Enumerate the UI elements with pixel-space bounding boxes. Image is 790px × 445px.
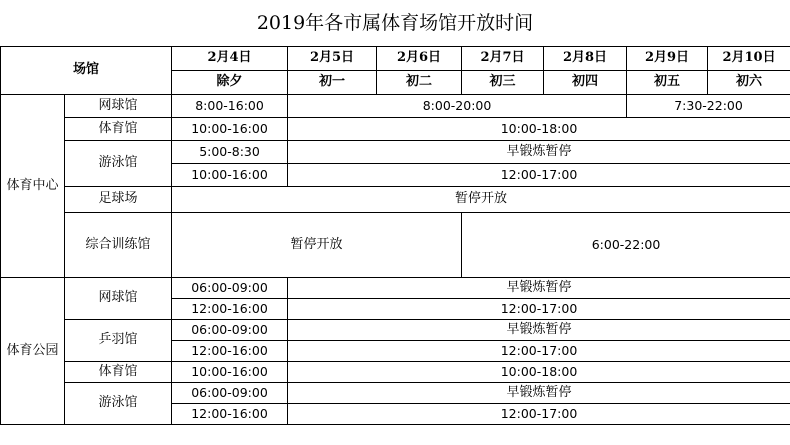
hours-cell: 12:00-16:00	[172, 341, 288, 362]
venue-name: 体育馆	[65, 362, 172, 383]
day-name-header: 初六	[708, 71, 790, 95]
hours-cell: 暂停开放	[172, 187, 790, 213]
hours-cell: 06:00-09:00	[172, 320, 288, 341]
day-name-header: 初四	[544, 71, 627, 95]
venue-name: 足球场	[65, 187, 172, 213]
hours-cell: 早锻炼暂停	[288, 278, 790, 299]
table-row	[1, 118, 790, 141]
hours-cell: 10:00-16:00	[172, 164, 288, 187]
hours-cell: 早锻炼暂停	[288, 383, 790, 404]
date-header: 2月7日	[462, 47, 544, 71]
group-label-center: 体育中心	[1, 95, 65, 278]
table-row	[1, 278, 790, 299]
table-row	[1, 95, 790, 118]
hours-cell: 6:00-22:00	[462, 213, 790, 278]
day-name-header: 初一	[288, 71, 377, 95]
date-header: 2月10日	[708, 47, 790, 71]
schedule-table	[0, 46, 790, 425]
page-title: 2019年各市属体育场馆开放时间	[256, 12, 534, 34]
hours-cell: 12:00-17:00	[288, 404, 790, 425]
table-row	[1, 362, 790, 383]
venue-name: 游泳馆	[65, 141, 172, 187]
hours-cell: 10:00-16:00	[172, 118, 288, 141]
date-header: 2月5日	[288, 47, 377, 71]
group-label-park: 体育公园	[1, 278, 65, 425]
hours-cell: 06:00-09:00	[172, 383, 288, 404]
hours-cell: 12:00-16:00	[172, 404, 288, 425]
hours-cell: 12:00-17:00	[288, 164, 790, 187]
day-name-header: 初五	[627, 71, 708, 95]
hours-cell: 暂停开放	[172, 213, 462, 278]
venue-name: 乒羽馆	[65, 320, 172, 362]
date-header: 2月8日	[544, 47, 627, 71]
table-row	[1, 320, 790, 341]
venue-name: 游泳馆	[65, 383, 172, 425]
hours-cell: 5:00-8:30	[172, 141, 288, 164]
hours-cell: 10:00-16:00	[172, 362, 288, 383]
venue-name: 综合训练馆	[65, 213, 172, 278]
hours-cell: 10:00-18:00	[288, 118, 790, 141]
hours-cell: 早锻炼暂停	[288, 320, 790, 341]
hours-cell: 7:30-22:00	[627, 95, 790, 118]
day-name-header: 除夕	[172, 71, 288, 95]
table-row	[1, 187, 790, 213]
hours-cell: 12:00-16:00	[172, 299, 288, 320]
hours-cell: 06:00-09:00	[172, 278, 288, 299]
hours-cell: 早锻炼暂停	[288, 141, 790, 164]
date-header: 2月9日	[627, 47, 708, 71]
table-row	[1, 141, 790, 164]
date-header: 2月4日	[172, 47, 288, 71]
venue-header: 场馆	[1, 47, 172, 95]
header-row-dates	[1, 47, 790, 71]
venue-name: 网球馆	[65, 278, 172, 320]
hours-cell: 12:00-17:00	[288, 299, 790, 320]
table-row	[1, 213, 790, 234]
venue-name: 体育馆	[65, 118, 172, 141]
table-row	[1, 383, 790, 404]
date-header: 2月6日	[377, 47, 462, 71]
hours-cell: 8:00-16:00	[172, 95, 288, 118]
hours-cell: 10:00-18:00	[288, 362, 790, 383]
hours-cell: 8:00-20:00	[288, 95, 627, 118]
hours-cell: 12:00-17:00	[288, 341, 790, 362]
day-name-header: 初三	[462, 71, 544, 95]
day-name-header: 初二	[377, 71, 462, 95]
venue-name: 网球馆	[65, 95, 172, 118]
